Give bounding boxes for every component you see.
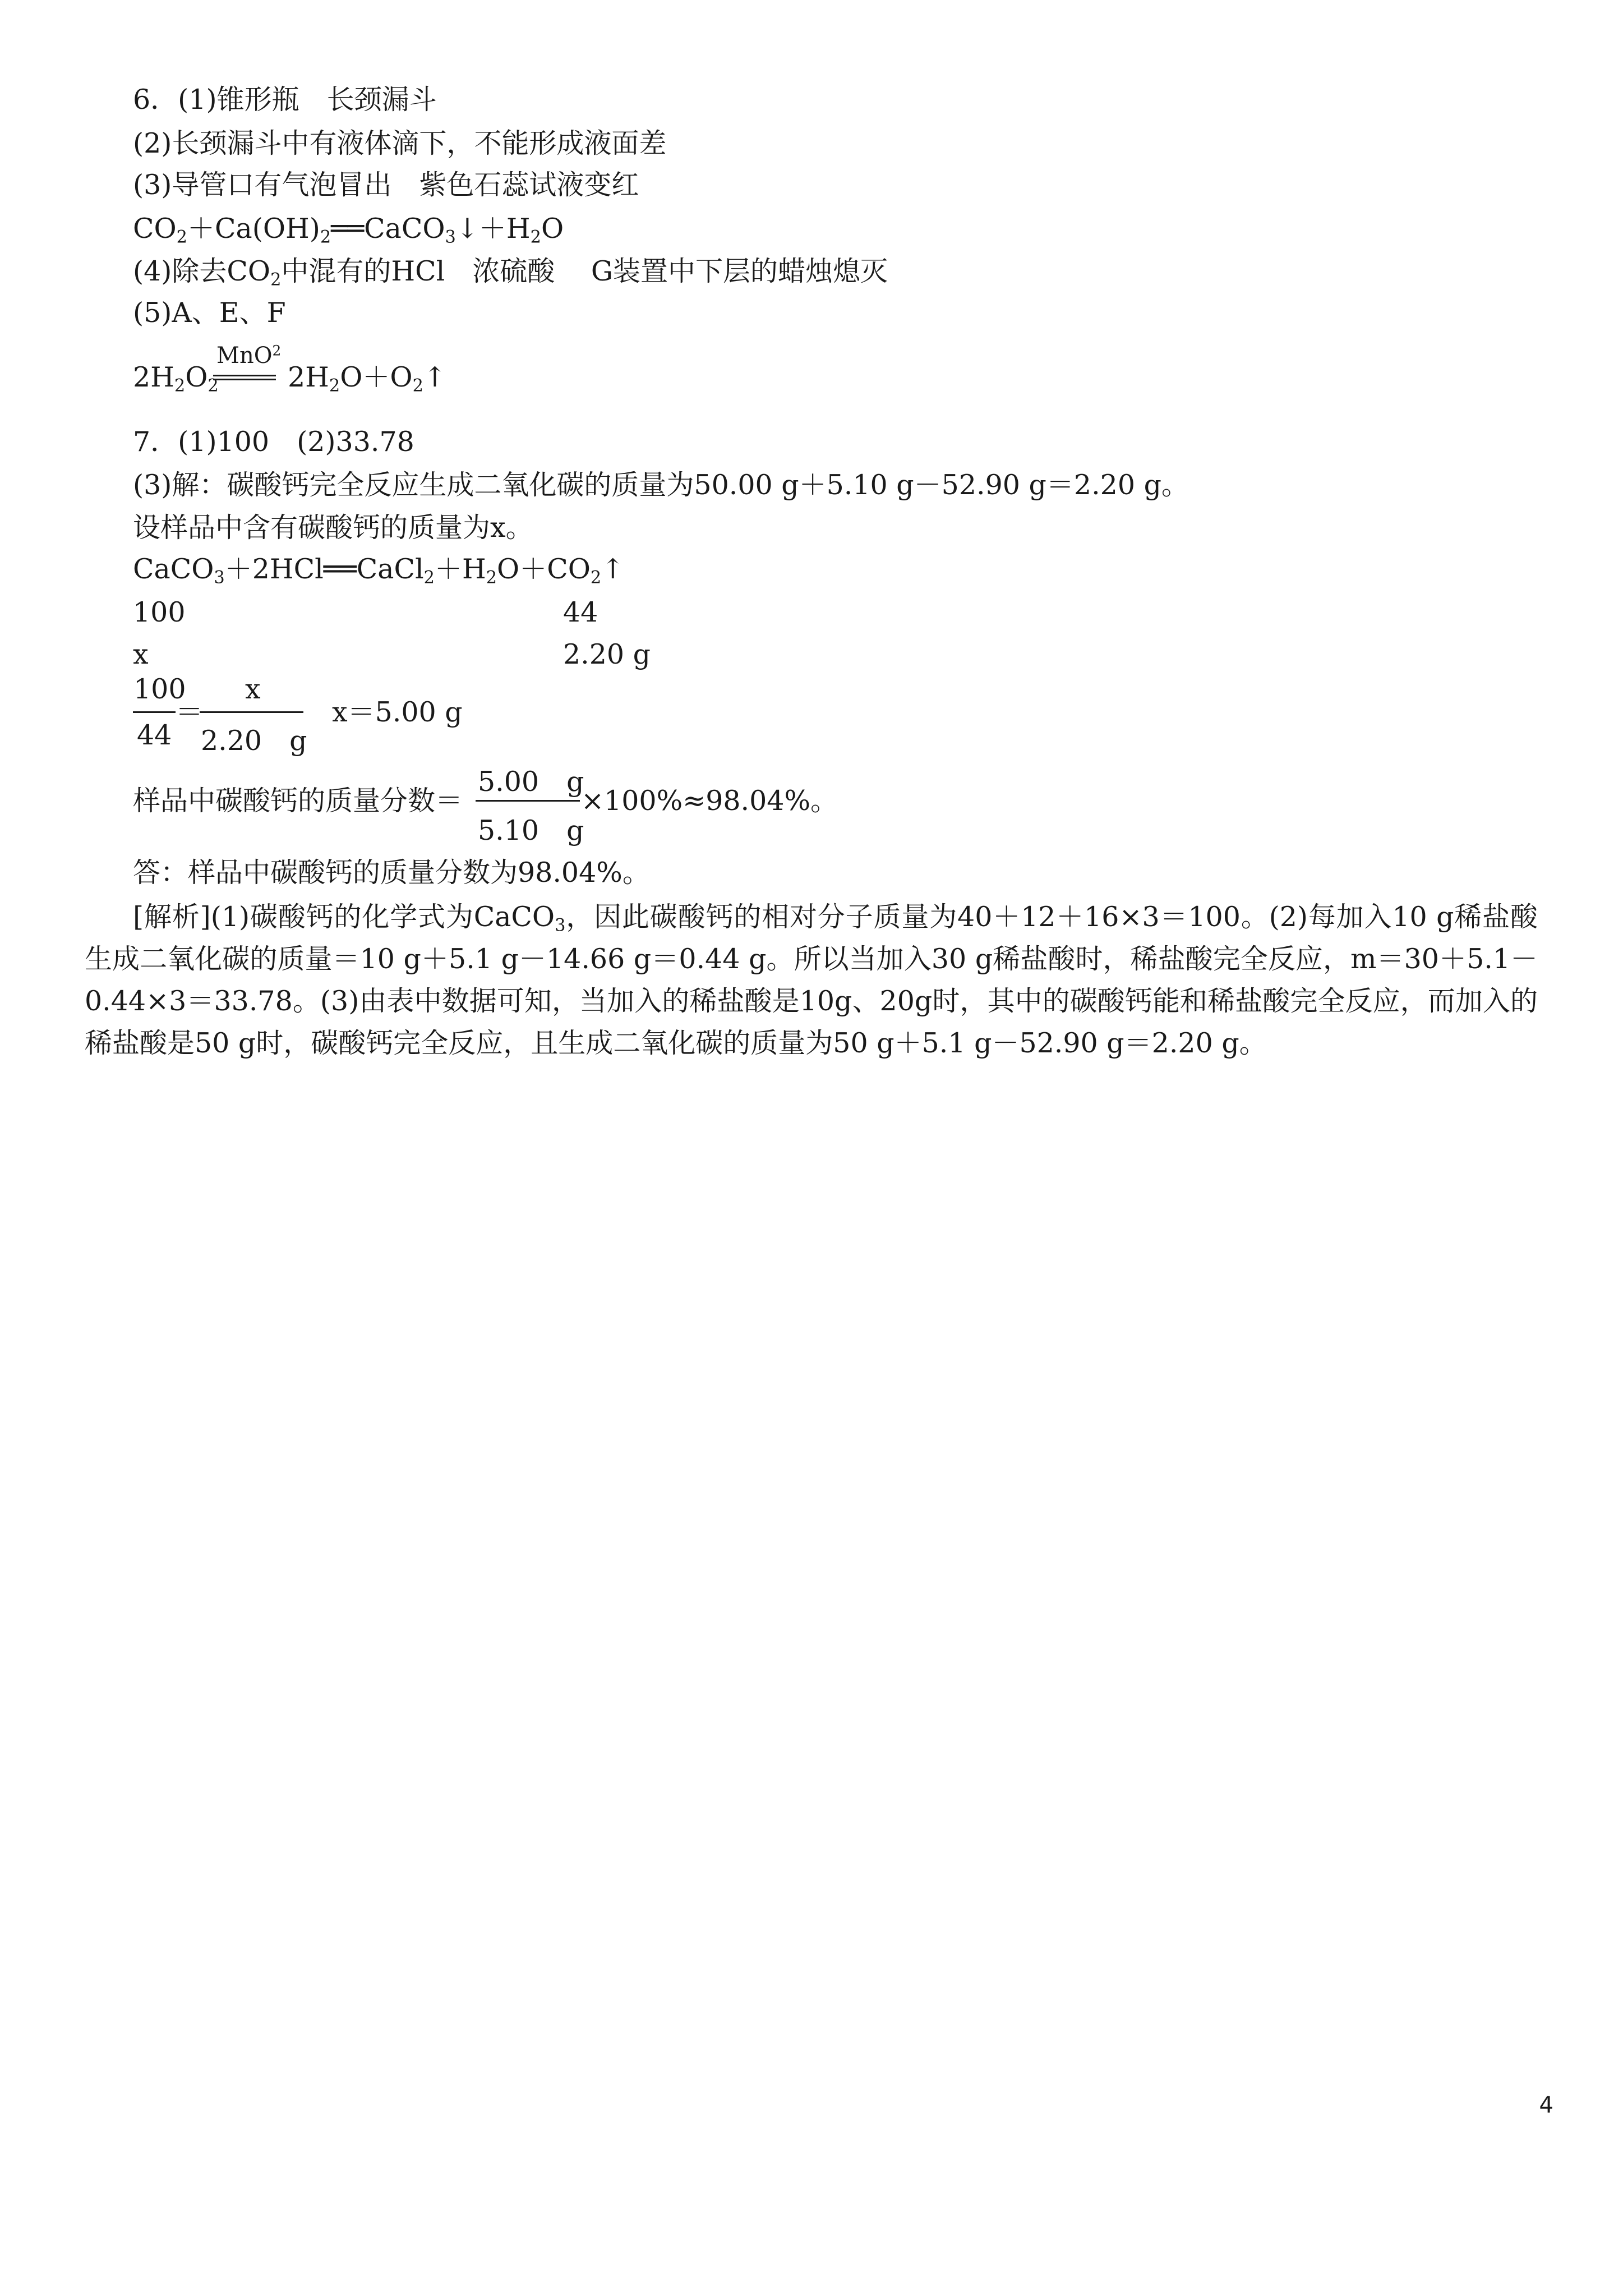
- mass-co2-known: 2.20 g: [563, 638, 651, 670]
- proportion-equals: ＝: [176, 696, 204, 728]
- q6-part3: (3)导管口有气泡冒出 紫色石蕊试液变红: [133, 169, 639, 201]
- q7-equation: $CaCO_3+2HCl══CaCl_2+H_2O+CO_2↑$: [133, 553, 625, 588]
- molar-mass-co2: 44: [563, 596, 598, 628]
- q7-part3-solution: (3)解：碳酸钙完全反应生成二氧化碳的质量为50.00 g＋5.10 g－52.90 g＝2.20 g。: [133, 469, 1189, 501]
- q6-part5: (5)A、E、F: [133, 297, 286, 329]
- q6-part1: 6．(1)锥形瓶 长颈漏斗: [133, 84, 437, 116]
- proportion-result: x＝5.00 g: [332, 696, 463, 728]
- molar-mass-caco3: 100: [133, 596, 186, 628]
- mass-caco3-unknown: x: [133, 638, 149, 670]
- analysis-paragraph: [解析](1)碳酸钙的化学式为CaCO$_3$，因此碳酸钙的相对分子质量为40＋12＋16×3＝100。(2)每加入10 g稀盐酸生成二氧化碳的质量＝10 g＋5.1 g－14.66 g＝0.44 g。所以当加入30 g稀盐酸时，稀盐酸完全反应，m＝30＋5.1－0.44×3＝33.78。(3)由表中数据可知，当加入的稀盐酸是10g、20g时，其中的碳酸钙能和稀盐酸完全反应，而加入的稀盐酸是50 g时，碳酸钙完全反应，且生成二氧化碳的质量为50 g＋5.1 g－52.90 g＝2.20 g。: [85, 901, 1538, 1059]
- q7-assumption: 设样品中含有碳酸钙的质量为x。: [133, 512, 533, 544]
- equation-double-line: [213, 375, 276, 380]
- mass-fraction-prefix: 样品中碳酸钙的质量分数＝: [133, 785, 463, 817]
- q7-answer: 答：样品中碳酸钙的质量分数为98.04%。: [133, 857, 650, 889]
- q6-equation-2-product: $2H_2O+O_2↑$: [288, 361, 446, 396]
- q7-parts-1-2: 7．(1)100 (2)33.78: [133, 426, 414, 458]
- mass-fraction-suffix: ×100%≈98.04%。: [581, 785, 838, 817]
- page-number: 4: [1539, 2092, 1553, 2118]
- q6-equation-1: $CO_2+Ca(OH)_2══CaCO_3↓+H_2O$: [133, 213, 564, 247]
- q6-part2: (2)长颈漏斗中有液体滴下，不能形成液面差: [133, 127, 667, 159]
- q6-equation-2-reactant: $2H_2O_2$: [133, 361, 219, 396]
- q6-equation-2-condition: MnO$^2$: [216, 342, 282, 369]
- q6-part4: (4)除去$CO_2$中混有的HCl 浓硫酸 G装置中下层的蜡烛熄灭: [133, 255, 888, 290]
